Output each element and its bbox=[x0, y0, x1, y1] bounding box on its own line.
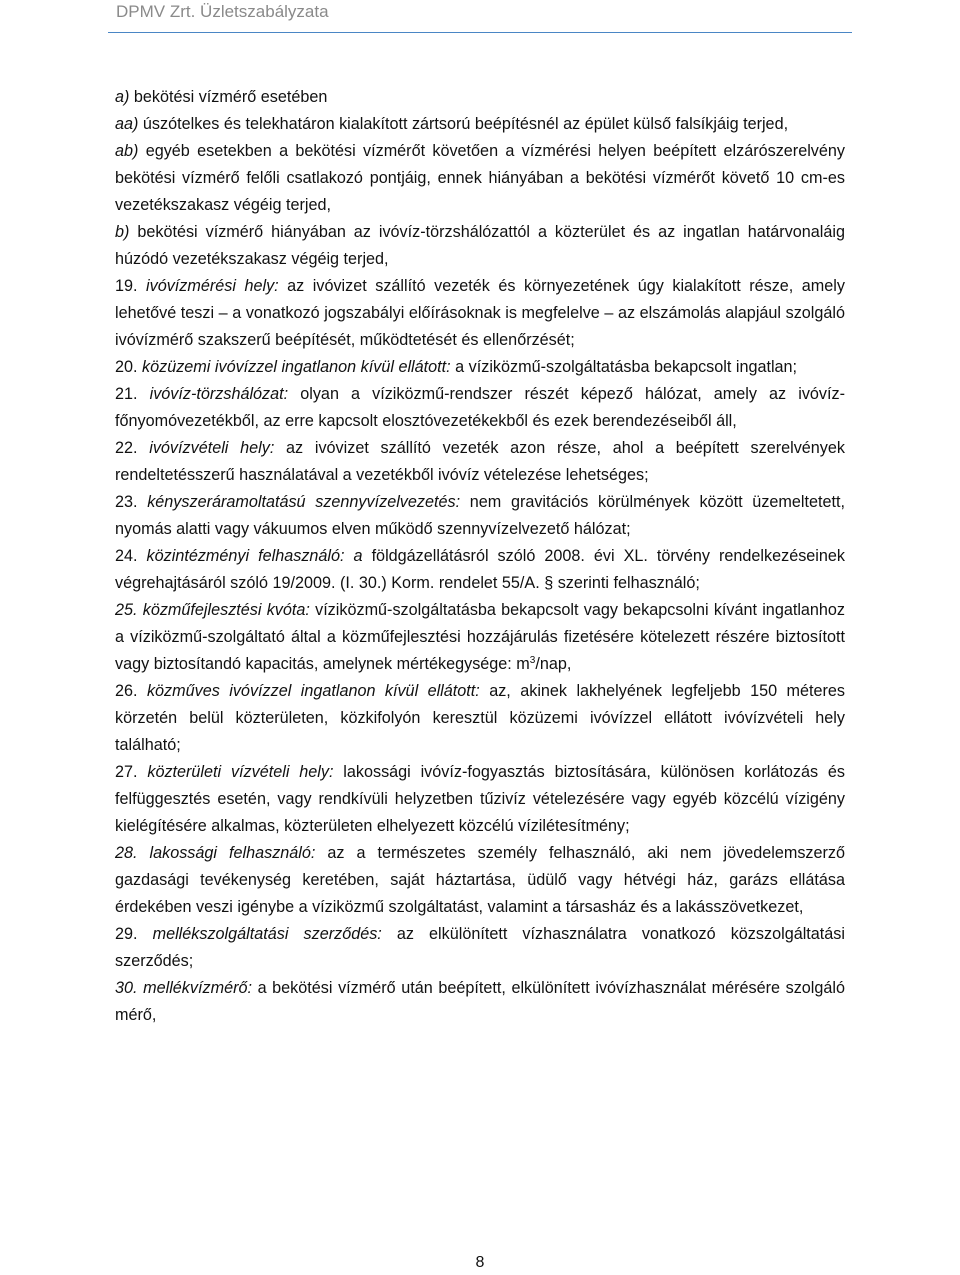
superscript: 3 bbox=[529, 655, 536, 666]
definition-text-tail: /nap, bbox=[535, 655, 572, 673]
definition-paragraph bbox=[115, 489, 845, 543]
definition-text: egyéb esetekben a bekötési vízmérőt követően a vízmérési helyen beépített elzárószerelvény bekötési vízmérő felőli csatlakozó pontjáig, ennek hiányában a bekötési vízmérőt követő 10 cm-es vezetékszakasz végéig terjed, bbox=[115, 142, 845, 214]
definition-paragraph bbox=[115, 435, 845, 489]
item-number: 24. bbox=[115, 547, 138, 565]
item-number: 20. bbox=[115, 358, 138, 376]
definition-paragraph bbox=[115, 138, 845, 219]
header-divider bbox=[108, 32, 852, 33]
defined-term: a) bbox=[115, 88, 130, 106]
definition-paragraph bbox=[115, 381, 845, 435]
definition-paragraph bbox=[115, 84, 845, 111]
definition-paragraph bbox=[115, 921, 845, 975]
definition-text: az elkülönített vízhasználatra vonatkozó közszolgáltatási szerződés; bbox=[115, 925, 845, 970]
definition-text: az ivóvizet szállító vezeték és környezetének úgy kialakított része, amely lehetővé teszi – a vonatkozó jogszabályi előírásoknak is megfelelve – az elszámolás alapjául szolgáló ivóvízmérő szakszerű beépítését, működtetését és ellenőrzését; bbox=[115, 277, 845, 349]
definition-text: a bekötési vízmérő után beépített, elkülönített ivóvízhasználat mérésére szolgáló mérő, bbox=[115, 979, 845, 1024]
defined-term: közműves ivóvízzel ingatlanon kívül ellátott: bbox=[146, 682, 480, 700]
header-title: DPMV Zrt. Üzletszabályzata bbox=[116, 2, 329, 21]
defined-term: kényszeráramoltatású szennyvízelvezetés: bbox=[147, 493, 461, 511]
document-body bbox=[115, 84, 845, 1029]
defined-term: aa) bbox=[115, 115, 139, 133]
definition-text: az a természetes személy felhasználó, aki nem jövedelemszerző gazdasági tevékenység keretében, saját háztartása, üdülő vagy hétvégi ház, garázs ellátása érdekében veszi igénybe a víziközmű szolgáltatást, valamint a társasház és a lakásszövetkezet, bbox=[115, 844, 845, 916]
defined-term: ivóvíz-törzshálózat: bbox=[149, 385, 289, 403]
definition-paragraph bbox=[115, 111, 845, 138]
definition-text: bekötési vízmérő esetében bbox=[129, 88, 328, 106]
definition-text: lakossági ivóvíz-fogyasztás biztosítására, különösen korlátozás és felfüggesztés esetén, vagy rendkívüli helyzetben tűzivíz vételezésére vagy egyéb közcélú vízigény kielégítésére alkalmas, közterületen elhelyezett közcélú vízilétesítmény; bbox=[115, 763, 845, 835]
item-number: 27. bbox=[115, 763, 138, 781]
definition-paragraph bbox=[115, 759, 845, 840]
defined-term: lakossági felhasználó: bbox=[149, 844, 316, 862]
definition-text: olyan a víziközmű-rendszer részét képező hálózat, amely az ivóvíz-főnyomóvezetékből, az erre kapcsolt elosztóvezetékekből és ezek berendezéseiből áll, bbox=[115, 385, 845, 430]
defined-term: ivóvízvételi hely: bbox=[149, 439, 275, 457]
item-number: 29. bbox=[115, 925, 138, 943]
item-number: 21. bbox=[115, 385, 138, 403]
defined-term: ab) bbox=[115, 142, 139, 160]
definition-text: a víziközmű-szolgáltatásba bekapcsolt ingatlan; bbox=[450, 358, 798, 376]
item-number: 26. bbox=[115, 682, 138, 700]
item-number: 25. bbox=[115, 601, 138, 619]
definition-text: víziközmű-szolgáltatásba bekapcsolt vagy bekapcsolni kívánt ingatlanhoz a víziközmű-szolgáltató által a közműfejlesztési hozzájárulás fizetésére kötelezett részére biztosított vagy biztosítandó kapacitás, amelynek mértékegysége: m bbox=[115, 601, 846, 673]
definition-paragraph bbox=[115, 597, 845, 678]
definition-paragraph bbox=[115, 354, 845, 381]
item-number: 22. bbox=[115, 439, 138, 457]
defined-term: közműfejlesztési kvóta: bbox=[142, 601, 310, 619]
item-number: 19. bbox=[115, 277, 138, 295]
defined-term: ivóvízmérési hely: bbox=[146, 277, 279, 295]
definition-text: bekötési vízmérő hiányában az ivóvíz-törzshálózattól a közterület és az ingatlan határvonaláig húzódó vezetékszakasz végéig terjed, bbox=[115, 223, 845, 268]
page-number: 8 bbox=[475, 1254, 485, 1271]
definition-paragraph bbox=[115, 543, 845, 597]
item-number: 30. bbox=[115, 979, 138, 997]
definition-text: az ivóvizet szállító vezeték azon része, ahol a beépített szerelvények rendeltetésszerű használatával a vezetékből ivóvíz vételezése lehetséges; bbox=[115, 439, 845, 484]
item-number: 28. bbox=[115, 844, 138, 862]
defined-term: b) bbox=[115, 223, 130, 241]
definition-paragraph bbox=[115, 840, 845, 921]
defined-term: közterületi vízvételi hely: bbox=[147, 763, 334, 781]
defined-term: közüzemi ivóvízzel ingatlanon kívül ellátott: bbox=[142, 358, 451, 376]
definition-text: földgázellátásról szóló 2008. évi XL. törvény rendelkezéseinek végrehajtásáról szóló 19/2009. (I. 30.) Korm. rendelet 55/A. § szerinti felhasználó; bbox=[115, 547, 846, 592]
definition-paragraph bbox=[115, 678, 845, 759]
defined-term: mellékszolgáltatási szerződés: bbox=[152, 925, 382, 943]
defined-term: közintézményi felhasználó: a bbox=[146, 547, 363, 565]
definition-paragraph bbox=[115, 219, 845, 273]
definition-text: az, akinek lakhelyének legfeljebb 150 méteres körzetén belül közterületen, közkifolyón keresztül közüzemi ivóvízzel ellátott ivóvízvételi hely található; bbox=[115, 682, 845, 754]
defined-term: mellékvízmérő: bbox=[143, 979, 252, 997]
item-number: 23. bbox=[115, 493, 138, 511]
definition-text: úszótelkes és telekhatáron kialakított zártsorú beépítésnél az épület külső falsíkjáig terjed, bbox=[138, 115, 789, 133]
definition-text: nem gravitációs körülmények között üzemeltetett, nyomás alatti vagy vákuumos elven működő szennyvízelvezető hálózat; bbox=[115, 493, 845, 538]
definition-paragraph bbox=[115, 273, 845, 354]
definition-paragraph bbox=[115, 975, 845, 1029]
